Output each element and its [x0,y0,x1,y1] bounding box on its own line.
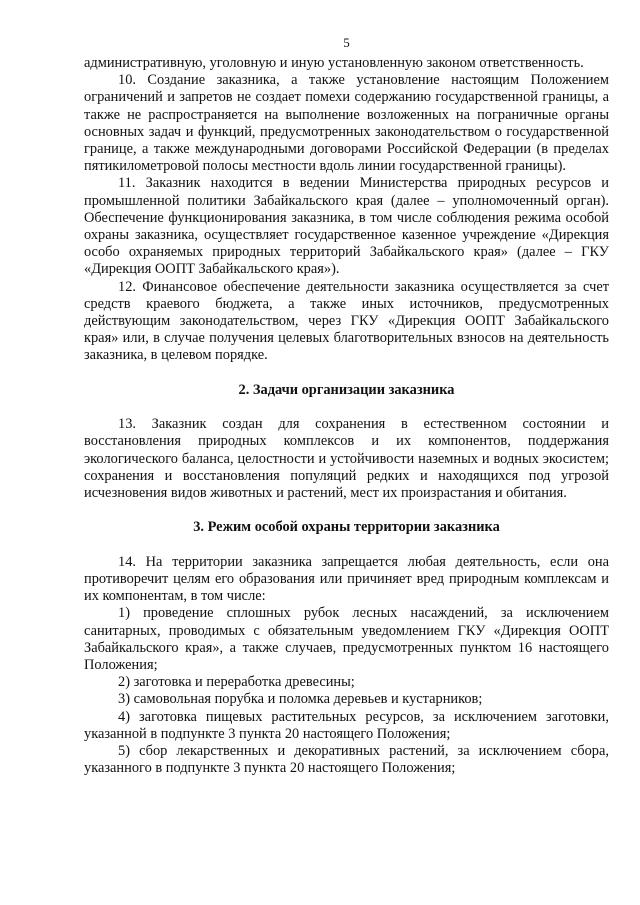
paragraph-14: 14. На территории заказника запрещается любая деятельность, если она противоречит целям его образования или причиняет вред природным комплексам и их компонентам, в том числе: [84,553,609,605]
paragraph-11: 11. Заказник находится в ведении Министерства природных ресурсов и промышленной политики Забайкальского края (далее – уполномоченный орган). Обеспечение функционирования заказника, в том числе соблюдения режима особой охраны заказника, осуществляет государственное казенное учреждение «Дирекция особо охраняемых природных территорий Забайкальского края» (далее – ГКУ «Дирекция ООПТ Забайкальского края»). [84,175,609,278]
paragraph-13: 13. Заказник создан для сохранения в естественном состоянии и восстановления природных комплексов и их компонентов, поддержания экологического баланса, целостности и устойчивости наземных и водных экосистем; сохранения и восстановления популяций редких и находящихся под угрозой исчезновения видов животных и растений, мест их произрастания и обитания. [84,416,609,502]
list-item-1: 1) проведение сплошных рубок лесных насаждений, за исключением санитарных, проводимых с обязательным уведомлением ГКУ «Дирекция ООПТ Забайкальского края», а также случаев, предусмотренных пунктом 16 настоящего Положения; [84,605,609,674]
section-3-heading: 3. Режим особой охраны территории заказника [193,519,500,536]
paragraph-continuation: административную, уголовную и иную установленную законом ответственность. [84,55,584,71]
list-item-4: 4) заготовка пищевых растительных ресурсов, за исключением заготовки, указанной в подпункте 3 пункта 20 настоящего Положения; [84,708,609,742]
paragraph-10: 10. Создание заказника, а также установление настоящим Положением ограничений и запретов не создает помехи содержанию государственной границы, а также не распространяется на выполнение возложенных на пограничные органы основных задач и функций, предусмотренных законодательством о государственной границе, а также международными договорами Российской Федерации (в пределах пятикилометровой полосы местности вдоль линии государственной границы). [84,72,609,175]
list-item-2: 2) заготовка и переработка древесины; [118,674,355,691]
paragraph-12: 12. Финансовое обеспечение деятельности заказника осуществляется за счет средств краевого бюджета, а также иных источников, предусмотренных действующим законодательством, через ГКУ «Дирекция ООПТ Забайкальского края» или, в случае получения целевых благотворительных взносов на деятельность заказника, в целевом порядке. [84,278,609,364]
section-2-heading: 2. Задачи организации заказника [238,381,455,398]
spacer [84,365,609,382]
list-item-5: 5) сбор лекарственных и декоративных растений, за исключением сбора, указанного в подпункте 3 пункта 20 настоящего Положения; [84,743,609,777]
spacer [84,502,609,519]
spacer [84,537,609,554]
list-item-3: 3) самовольная порубка и поломка деревьев и кустарников; [118,691,483,708]
page-number: 5 [343,35,350,50]
spacer [84,399,609,416]
